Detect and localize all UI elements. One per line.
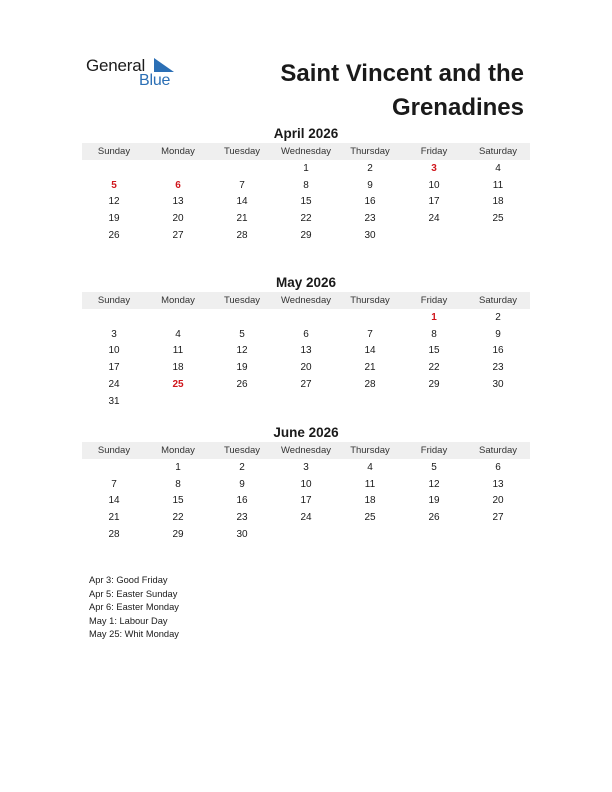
day-cell: 30: [492, 379, 504, 391]
month-title: April 2026: [273, 126, 339, 141]
holiday-note: Apr 3: Good Friday: [89, 575, 168, 585]
month-title: May 2026: [275, 275, 337, 290]
day-cell: 7: [111, 478, 117, 490]
day-cell: 13: [492, 478, 504, 490]
day-cell: 5: [111, 179, 117, 191]
day-cell: 12: [108, 196, 120, 208]
weekday-header: [82, 292, 530, 309]
month-grid: [82, 309, 530, 410]
day-cell: 29: [300, 230, 312, 242]
weekday-label: Wednesday: [281, 295, 331, 306]
weekday-header: [82, 143, 530, 160]
day-cell: 4: [175, 328, 181, 340]
weekday-label: Saturday: [478, 295, 518, 306]
day-cell: 15: [172, 495, 184, 507]
month-may: [82, 274, 530, 410]
day-cell: 22: [172, 512, 184, 524]
day-cell: 22: [428, 362, 440, 374]
day-cell: 13: [300, 345, 312, 357]
day-cell: 22: [300, 213, 312, 225]
day-cell: 4: [495, 162, 501, 174]
day-cell: 27: [492, 512, 504, 524]
week-row: [82, 210, 530, 227]
day-cell: 3: [431, 162, 437, 174]
weekday-label: Wednesday: [281, 146, 331, 157]
month-title: June 2026: [273, 425, 339, 440]
day-cell: 28: [108, 529, 120, 541]
day-cell: 8: [431, 328, 437, 340]
day-cell: 24: [300, 512, 312, 524]
weekday-label: Tuesday: [223, 146, 261, 157]
day-cell: 27: [172, 230, 184, 242]
day-cell: 25: [492, 213, 504, 225]
weekday-label: Saturday: [478, 146, 518, 157]
day-cell: 4: [367, 461, 373, 473]
week-row: [82, 376, 530, 393]
weekday-label: Sunday: [97, 445, 131, 456]
weekday-label: Monday: [161, 295, 195, 306]
day-cell: 17: [300, 495, 312, 507]
day-cell: 10: [108, 345, 120, 357]
weekday-label: Sunday: [97, 295, 131, 306]
weekday-label: Friday: [420, 146, 448, 157]
day-cell: 30: [236, 529, 248, 541]
weekday-label: Tuesday: [223, 295, 261, 306]
day-cell: 6: [175, 179, 181, 191]
day-cell: 12: [428, 478, 440, 490]
day-cell: 7: [367, 328, 373, 340]
day-cell: 14: [364, 345, 376, 357]
day-cell: 9: [239, 478, 245, 490]
day-cell: 10: [428, 179, 440, 191]
day-cell: 12: [236, 345, 248, 357]
logo-blue-text: Blue: [139, 72, 171, 89]
day-cell: 20: [172, 213, 184, 225]
day-cell: 3: [303, 461, 309, 473]
month-june: [82, 424, 530, 543]
day-cell: 14: [108, 495, 120, 507]
day-cell: 3: [111, 328, 117, 340]
holiday-note: May 1: Labour Day: [89, 615, 168, 626]
day-cell: 6: [303, 328, 309, 340]
week-row: [82, 343, 530, 360]
week-row: [82, 459, 530, 476]
weekday-label: Monday: [161, 445, 195, 456]
day-cell: 1: [175, 461, 181, 473]
day-cell: 29: [172, 529, 184, 541]
day-cell: 18: [492, 196, 504, 208]
logo-general-text: General: [86, 56, 146, 75]
page-title: [164, 57, 524, 125]
day-cell: 2: [367, 162, 373, 174]
day-cell: 9: [367, 179, 373, 191]
week-row: [82, 526, 530, 543]
day-cell: 7: [239, 179, 245, 191]
day-cell: 16: [364, 196, 376, 208]
week-row: [82, 359, 530, 376]
day-cell: 17: [108, 362, 120, 374]
title-line-2: Grenadines: [391, 94, 524, 121]
weekday-label: Friday: [420, 295, 448, 306]
day-cell: 26: [428, 512, 440, 524]
day-cell: 20: [300, 362, 312, 374]
day-cell: 10: [300, 478, 312, 490]
day-cell: 11: [172, 345, 184, 357]
weekday-label: Sunday: [97, 146, 131, 157]
week-row: [82, 194, 530, 211]
day-cell: 21: [236, 213, 248, 225]
week-row: [82, 393, 530, 410]
month-grid: [82, 160, 530, 244]
day-cell: 11: [492, 179, 504, 191]
day-cell: 1: [303, 162, 309, 174]
holiday-notes: [89, 574, 179, 642]
day-cell: 20: [492, 495, 504, 507]
day-cell: 18: [364, 495, 376, 507]
day-cell: 6: [495, 461, 501, 473]
day-cell: 29: [428, 379, 440, 391]
weekday-label: Thursday: [350, 295, 390, 306]
day-cell: 8: [175, 478, 181, 490]
weekday-label: Thursday: [350, 146, 390, 157]
weekday-label: Saturday: [478, 445, 518, 456]
day-cell: 30: [364, 230, 376, 242]
weekday-header: [82, 442, 530, 459]
week-row: [82, 493, 530, 510]
day-cell: 19: [428, 495, 440, 507]
day-cell: 1: [431, 311, 437, 323]
day-cell: 16: [236, 495, 248, 507]
week-row: [82, 160, 530, 177]
day-cell: 5: [239, 328, 245, 340]
day-cell: 25: [172, 379, 184, 391]
weekday-label: Monday: [161, 146, 195, 157]
day-cell: 18: [172, 362, 184, 374]
weekday-label: Friday: [420, 445, 448, 456]
day-cell: 21: [364, 362, 376, 374]
day-cell: 2: [495, 311, 501, 323]
month-grid: [82, 459, 530, 543]
day-cell: 24: [428, 213, 440, 225]
day-cell: 19: [236, 362, 248, 374]
day-cell: 9: [495, 328, 501, 340]
week-row: [82, 227, 530, 244]
day-cell: 23: [492, 362, 504, 374]
weekday-label: Thursday: [350, 445, 390, 456]
day-cell: 27: [300, 379, 312, 391]
weekday-label: Wednesday: [281, 445, 331, 456]
day-cell: 11: [364, 478, 376, 490]
day-cell: 15: [428, 345, 440, 357]
day-cell: 16: [492, 345, 504, 357]
day-cell: 2: [239, 461, 245, 473]
day-cell: 23: [236, 512, 248, 524]
week-row: [82, 326, 530, 343]
title-line-1: Saint Vincent and the: [280, 60, 524, 87]
month-april: [82, 125, 530, 244]
day-cell: 26: [108, 230, 120, 242]
day-cell: 25: [364, 512, 376, 524]
holiday-note: May 25: Whit Monday: [89, 629, 179, 639]
day-cell: 17: [428, 196, 440, 208]
holiday-note: Apr 5: Easter Sunday: [89, 588, 178, 599]
day-cell: 19: [108, 213, 120, 225]
day-cell: 31: [108, 395, 120, 407]
weekday-label: Tuesday: [223, 445, 261, 456]
day-cell: 26: [236, 379, 248, 391]
day-cell: 21: [108, 512, 120, 524]
day-cell: 13: [172, 196, 184, 208]
day-cell: 5: [431, 461, 437, 473]
day-cell: 28: [236, 230, 248, 242]
day-cell: 28: [364, 379, 376, 391]
holiday-note: Apr 6: Easter Monday: [89, 602, 179, 612]
week-row: [82, 509, 530, 526]
week-row: [82, 177, 530, 194]
day-cell: 23: [364, 213, 376, 225]
day-cell: 15: [300, 196, 312, 208]
day-cell: 24: [108, 379, 120, 391]
week-row: [82, 309, 530, 326]
day-cell: 14: [236, 196, 248, 208]
day-cell: 8: [303, 179, 309, 191]
week-row: [82, 476, 530, 493]
